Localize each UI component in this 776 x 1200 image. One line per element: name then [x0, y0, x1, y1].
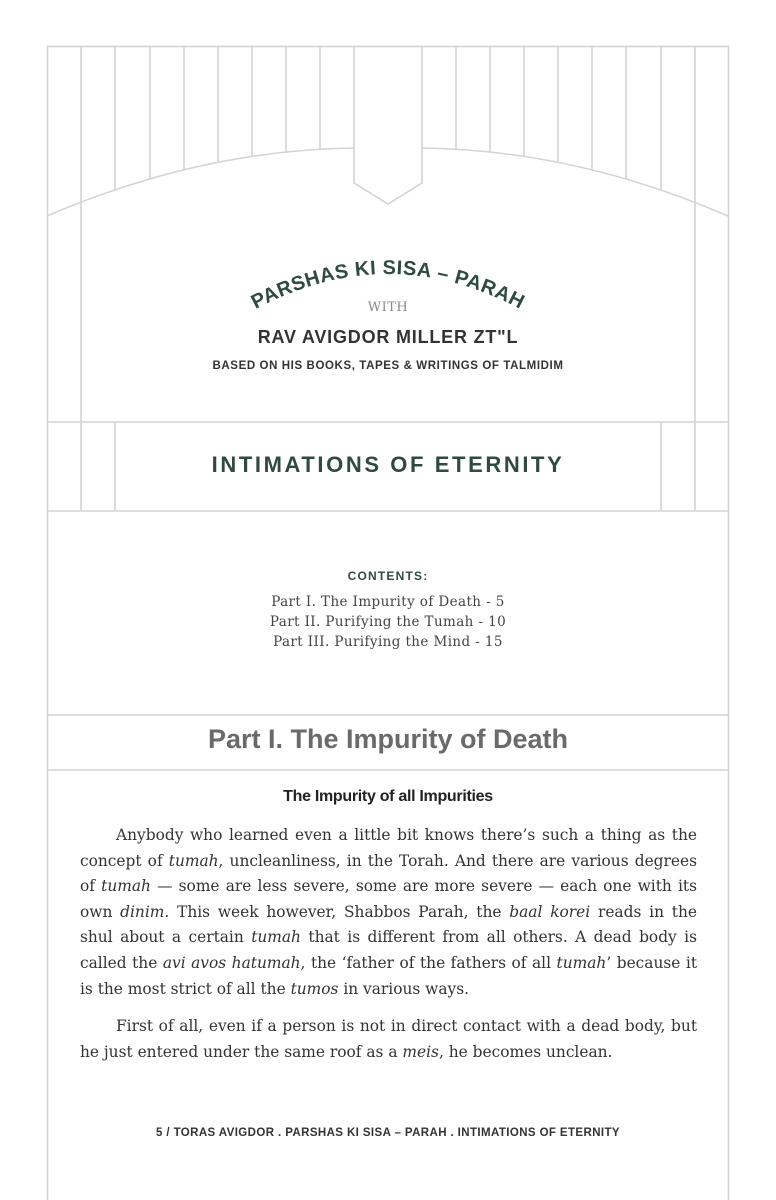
italic-term: tumah	[251, 928, 301, 947]
text-run: , uncleanliness, in the Torah. And there are various degrees of	[80, 851, 698, 896]
text-run: — some are less severe, some are more severe — each one with its own	[80, 877, 697, 921]
text-run: in various ways.	[338, 979, 470, 998]
italic-term: dinim.	[120, 902, 170, 921]
text-run: , he becomes unclean.	[438, 1042, 613, 1061]
italic-term: tumah	[101, 877, 151, 896]
section-heading: The Impurity of all Impurities	[283, 788, 493, 805]
toc-item[interactable]: Part III. Purifying the Mind - 15	[273, 634, 503, 650]
text-run: Anybody who learned even a little bit knows there’s such a thing as the concept of	[80, 826, 697, 870]
italic-term: tumah	[168, 851, 219, 870]
contents-label: CONTENTS:	[347, 569, 429, 583]
text-run: reads in the shul about a certain	[80, 902, 697, 947]
text-run: ’ because it is the most strict of all the	[80, 953, 698, 998]
author-name: RAV AVIGDOR MILLER ZT"L	[257, 327, 519, 347]
part-heading: Part I. The Impurity of Death	[207, 724, 569, 754]
paragraph	[80, 1014, 697, 1065]
running-footer: 5 / TORAS AVIGDOR . PARSHAS KI SISA – PARAH . INTIMATIONS OF ETERNITY	[156, 1127, 620, 1139]
italic-term: tumah	[556, 953, 607, 972]
text-run: , the ‘father of the fathers of all	[300, 953, 557, 972]
toc-item[interactable]: Part I. The Impurity of Death - 5	[271, 594, 505, 610]
series-title: INTIMATIONS OF ETERNITY	[211, 452, 565, 477]
italic-term: tumos	[290, 979, 339, 998]
italic-term: meis	[402, 1042, 439, 1061]
parsha-title: PARSHAS KI SISA – PARAH	[247, 256, 529, 314]
with-label: WITH	[367, 300, 409, 315]
italic-term: avi avos hatumah	[162, 953, 301, 972]
text-run: This week however, Shabbos Parah, the	[169, 902, 510, 921]
table-of-contents	[0, 592, 776, 652]
text-run: First of all, even if a person is not in direct contact with a dead body, but he just entered under the same roof as a	[80, 1017, 697, 1061]
italic-term: baal korei	[509, 902, 591, 921]
toc-item[interactable]: Part II. Purifying the Tumah - 10	[269, 614, 507, 630]
article-body	[80, 823, 697, 1077]
arched-title	[0, 0, 776, 330]
based-on-subtitle: BASED ON HIS BOOKS, TAPES & WRITINGS OF TALMIDIM	[212, 360, 564, 372]
paragraph	[80, 823, 697, 1002]
text-run: that is different from all others. A dead body is called the	[80, 928, 697, 972]
